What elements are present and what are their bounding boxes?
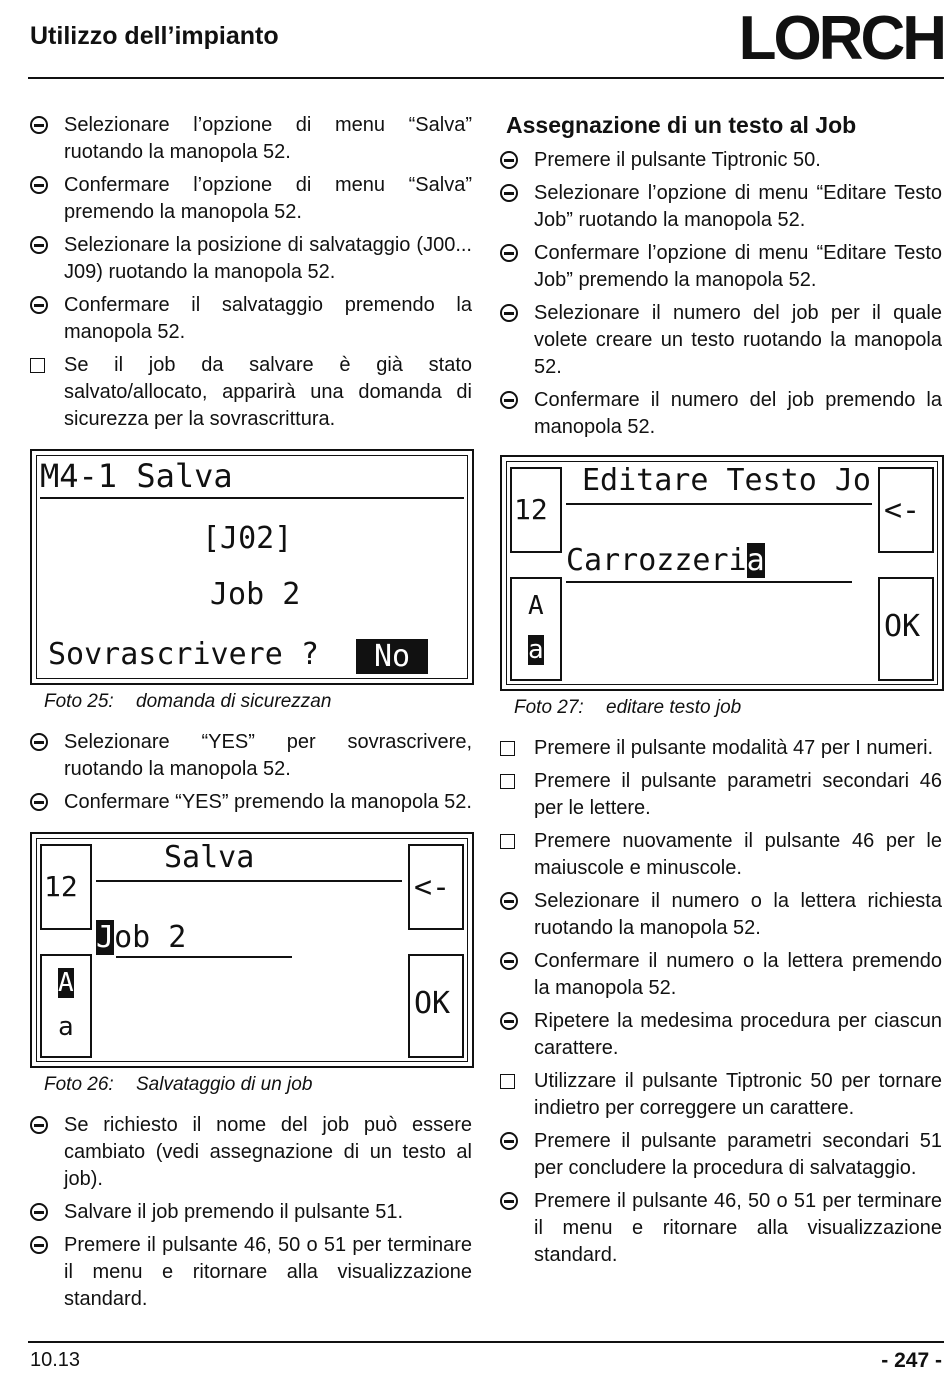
instruction-text: Premere nuovamente il pulsante 46 per le maiuscole e minuscole. [534, 830, 942, 879]
lcd-save-job [30, 832, 474, 1068]
arrow-bullet-icon [500, 892, 518, 910]
checkbox-bullet-icon [30, 358, 45, 373]
left-column [30, 112, 472, 1319]
instruction-item [30, 1199, 472, 1226]
instruction-text: Confermare l’opzione di menu “Salva” premendo la manopola 52. [64, 174, 472, 223]
instruction-item [500, 1068, 942, 1122]
section-title-job-text: Assegnazione di un testo al Job [506, 112, 857, 138]
checkbox-bullet-icon [500, 741, 515, 756]
instruction-item [30, 112, 472, 166]
instruction-text: Selezionare l’opzione di menu “Salva” ruotando la manopola 52. [64, 114, 472, 163]
instruction-item [30, 352, 472, 433]
instruction-item [30, 1232, 472, 1313]
instruction-text: Confermare il salvataggio premendo la manopola 52. [64, 294, 472, 343]
instruction-item [500, 1128, 942, 1182]
arrow-bullet-icon [30, 733, 48, 751]
instruction-item [500, 180, 942, 234]
lcd27-case-box: A a [510, 577, 562, 681]
instruction-text: Salvare il job premendo il pulsante 51. [64, 1201, 404, 1223]
lcd25-job-code: [J02] [202, 521, 293, 556]
lcd-edit-job-text [500, 455, 944, 691]
arrow-bullet-icon [500, 1012, 518, 1030]
instruction-text: Ripetere la medesima procedura per ciascun carattere. [534, 1010, 942, 1059]
instruction-text: Premere il pulsante Tiptronic 50. [534, 149, 821, 171]
instruction-item [500, 240, 942, 294]
instruction-text: Confermare “YES” premendo la manopola 52. [64, 791, 472, 813]
lcd26-back-box: <- [408, 844, 464, 930]
instruction-text: Premere il pulsante parametri secondari 51 per concludere la procedura di salvataggio. [534, 1130, 942, 1179]
arrow-bullet-icon [30, 1236, 48, 1254]
instruction-item [500, 888, 942, 942]
left-bottom-list [30, 1112, 472, 1313]
lcd27-back-box: <- [878, 467, 934, 553]
instruction-text: Selezionare “YES” per sovrascrivere, ruotando la manopola 52. [64, 731, 472, 780]
instruction-text: Se il job da salvare è già stato salvato/allocato, apparirà una domanda di sicurezza per la sovrascrittura. [64, 354, 472, 430]
instruction-item [500, 1188, 942, 1269]
lcd25-job-name: Job 2 [210, 577, 301, 612]
lcd27-title: Editare Testo Jo [582, 463, 871, 498]
arrow-bullet-icon [500, 244, 518, 262]
instruction-item [500, 1008, 942, 1062]
arrow-bullet-icon [500, 1132, 518, 1150]
instruction-item [500, 768, 942, 822]
page-header-title: Utilizzo dell’impianto [30, 22, 279, 50]
page-number: - 247 - [881, 1349, 942, 1372]
arrow-bullet-icon [500, 1192, 518, 1210]
instruction-text: Confermare il numero o la lettera premendo la manopola 52. [534, 950, 942, 999]
instruction-item [30, 292, 472, 346]
arrow-bullet-icon [500, 952, 518, 970]
left-mid-list [30, 729, 472, 816]
right-bottom-list [500, 735, 942, 1269]
arrow-bullet-icon [500, 151, 518, 169]
lcd25-answer-no: No [356, 639, 428, 674]
checkbox-bullet-icon [500, 774, 515, 789]
arrow-bullet-icon [30, 236, 48, 254]
right-column [500, 112, 942, 1275]
instruction-text: Utilizzare il pulsante Tiptronic 50 per tornare indietro per correggere un carattere. [534, 1070, 942, 1119]
instruction-text: Confermare l’opzione di menu “Editare Testo Job” premendo la manopola 52. [534, 242, 942, 291]
arrow-bullet-icon [500, 184, 518, 202]
instruction-item [30, 172, 472, 226]
instruction-item [30, 1112, 472, 1193]
instruction-text: Selezionare la posizione di salvataggio (J00... J09) ruotando la manopola 52. [64, 234, 472, 283]
lcd-overwrite-question [30, 449, 474, 685]
instruction-item [500, 147, 942, 174]
instruction-item [30, 789, 472, 816]
instruction-text: Premere il pulsante parametri secondari 46 per le lettere. [534, 770, 942, 819]
instruction-text: Premere il pulsante 46, 50 o 51 per terminare il menu e ritornare alla visualizzazione standard. [534, 1190, 942, 1266]
left-top-list [30, 112, 472, 433]
instruction-text: Selezionare l’opzione di menu “Editare Testo Job” ruotando la manopola 52. [534, 182, 942, 231]
lcd26-name-field: Job 2 [96, 920, 187, 955]
instruction-text: Selezionare il numero del job per il quale volete creare un testo ruotando la manopola 52. [534, 302, 942, 378]
lcd26-ok-box: OK [408, 954, 464, 1058]
instruction-item [500, 300, 942, 381]
arrow-bullet-icon [30, 793, 48, 811]
instruction-item [500, 948, 942, 1002]
lcd26-case-box: A a [40, 954, 92, 1058]
lcd26-title: Salva [164, 840, 255, 875]
lcd27-name-field: Carrozzeria [566, 543, 765, 578]
arrow-bullet-icon [30, 1116, 48, 1134]
footer-date: 10.13 [30, 1349, 81, 1371]
arrow-bullet-icon [500, 304, 518, 322]
right-top-list [500, 147, 942, 441]
instruction-text: Se richiesto il nome del job può essere cambiato (vedi assegnazione di un testo al job). [64, 1114, 472, 1190]
instruction-text: Premere il pulsante 46, 50 o 51 per terminare il menu e ritornare alla visualizzazione standard. [64, 1234, 472, 1310]
checkbox-bullet-icon [500, 834, 515, 849]
caption-foto-25: Foto 25: domanda di sicurezzan [44, 691, 332, 712]
instruction-item [500, 828, 942, 882]
instruction-text: Selezionare il numero o la lettera richiesta ruotando la manopola 52. [534, 890, 942, 939]
instruction-text: Premere il pulsante modalità 47 per I numeri. [534, 737, 934, 759]
instruction-text: Confermare il numero del job premendo la manopola 52. [534, 389, 942, 438]
lcd25-title: M4-1 Salva [40, 457, 233, 495]
instruction-item [30, 232, 472, 286]
arrow-bullet-icon [30, 116, 48, 134]
instruction-item [500, 387, 942, 441]
header-rule [28, 77, 944, 79]
caption-foto-26: Foto 26: Salvataggio di un job [44, 1074, 313, 1095]
checkbox-bullet-icon [500, 1074, 515, 1089]
arrow-bullet-icon [30, 296, 48, 314]
arrow-bullet-icon [30, 176, 48, 194]
instruction-item [30, 729, 472, 783]
footer-rule [28, 1341, 944, 1343]
lcd27-ok-box: OK [878, 577, 934, 681]
arrow-bullet-icon [500, 391, 518, 409]
arrow-bullet-icon [30, 1203, 48, 1221]
lcd27-num-box: 12 [510, 467, 562, 553]
lorch-logo: LORCH [738, 4, 944, 73]
caption-foto-27: Foto 27: editare testo job [514, 697, 742, 718]
lcd26-num-box: 12 [40, 844, 92, 930]
lcd25-question: Sovrascrivere ? [48, 637, 319, 672]
instruction-item [500, 735, 942, 762]
